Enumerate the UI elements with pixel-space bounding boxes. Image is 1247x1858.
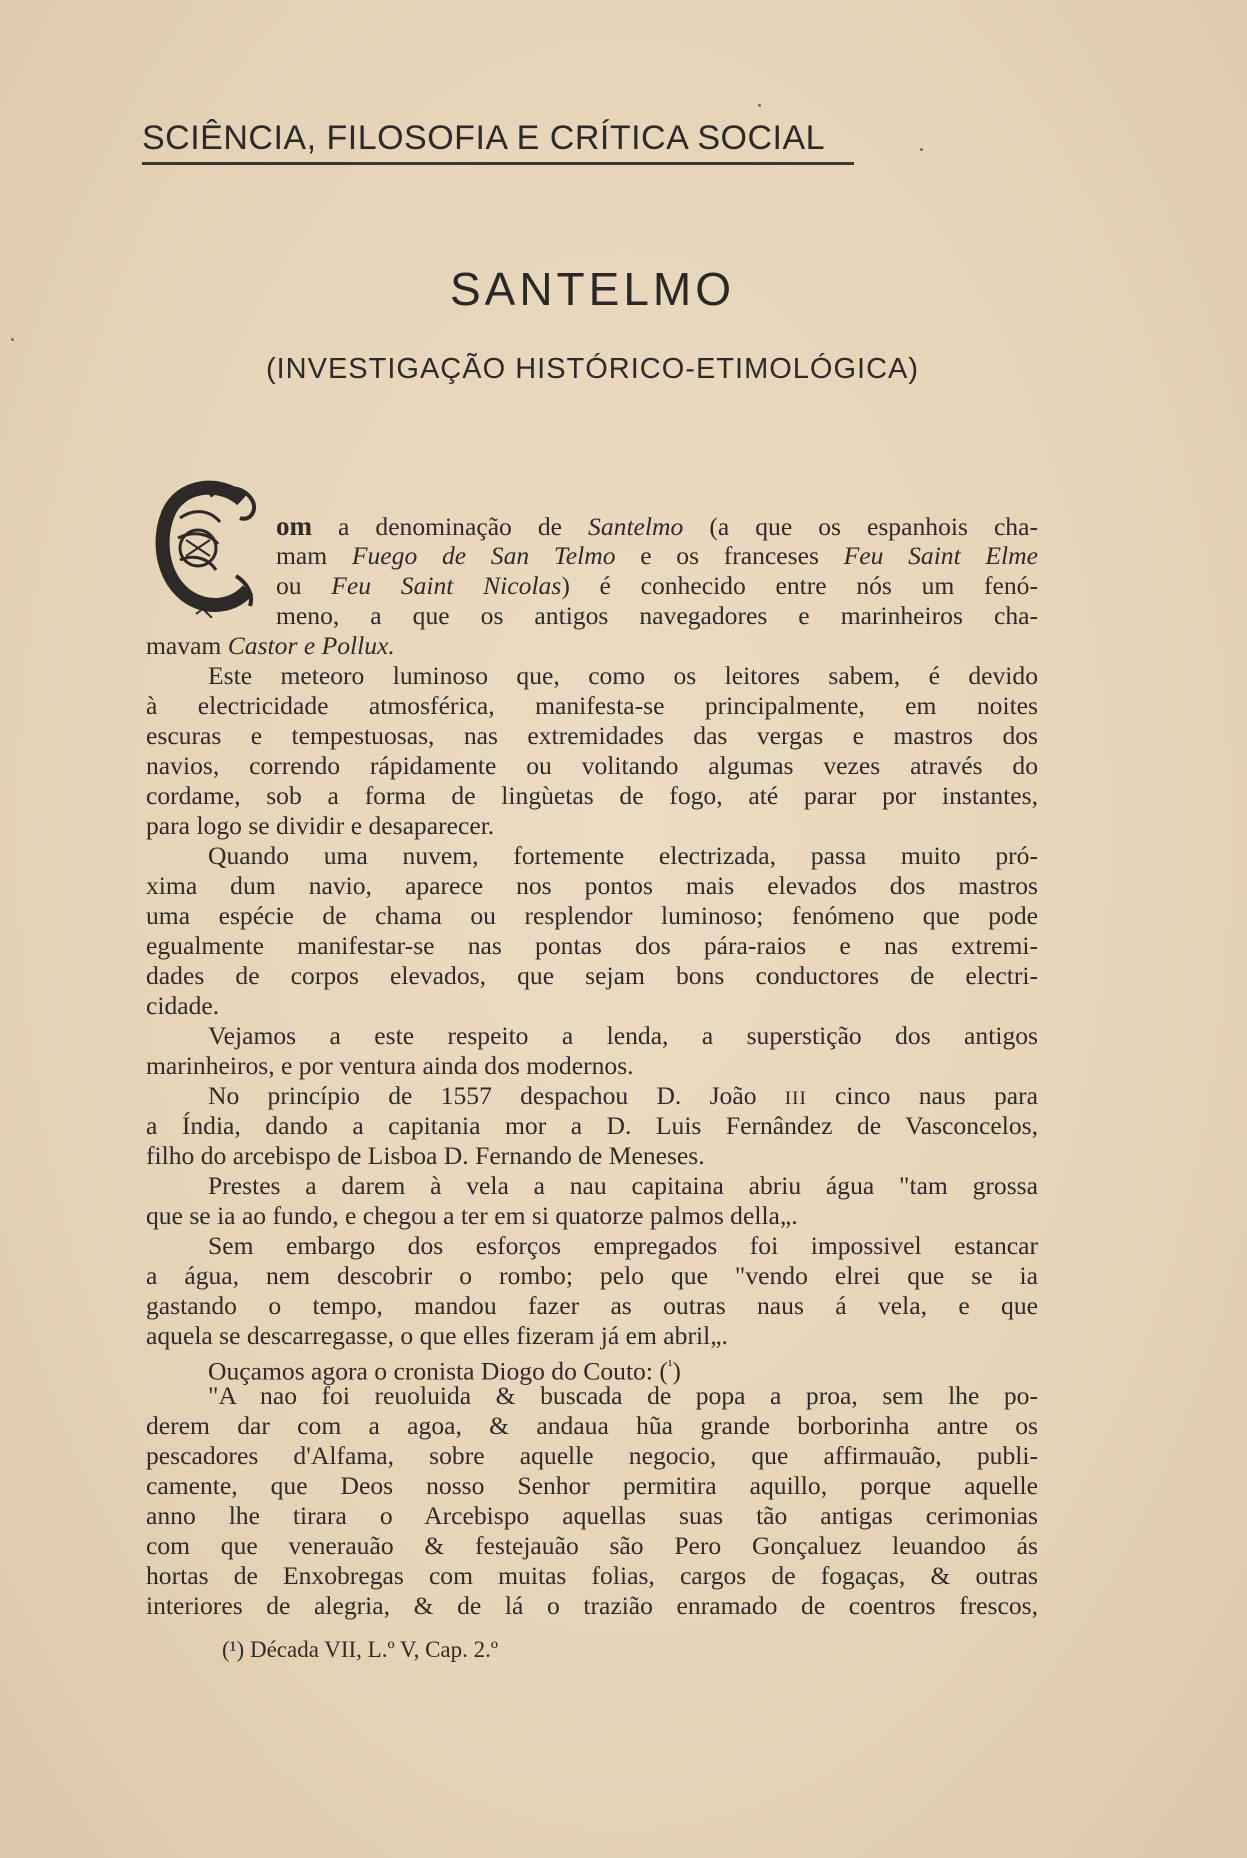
body-text-segment: ) é conhecido entre nós um fenó- bbox=[561, 571, 1038, 600]
body-line bbox=[146, 1291, 1038, 1321]
body-line bbox=[146, 1261, 1038, 1291]
body-line bbox=[146, 1471, 1038, 1501]
body-line bbox=[146, 991, 1038, 1021]
body-text-segment: interiores de alegria, & de lá o trazião enramado de coentros frescos, bbox=[146, 1591, 1038, 1620]
body-line bbox=[146, 751, 1038, 781]
body-text-segment: navios, correndo rápidamente ou volitando algumas vezes através do bbox=[146, 751, 1038, 780]
body-text-segment: cidade. bbox=[146, 991, 220, 1020]
body-text-segment: "A nao foi reuoluida & buscada de popa a proa, sem lhe po- bbox=[208, 1381, 1038, 1410]
body-line bbox=[208, 1081, 1038, 1114]
body-text-segment: marinheiros, e por ventura ainda dos modernos. bbox=[146, 1051, 634, 1080]
header-rule bbox=[142, 162, 854, 165]
body-line bbox=[208, 1231, 1038, 1261]
body-line bbox=[146, 781, 1038, 811]
body-line bbox=[146, 721, 1038, 751]
body-line bbox=[276, 511, 1038, 542]
article-subtitle: (INVESTIGAÇÃO HISTÓRICO-ETIMOLÓGICA) bbox=[265, 353, 920, 385]
body-line bbox=[146, 1321, 1038, 1351]
body-text-segment: xima dum navio, aparece nos pontos mais elevados dos mastros bbox=[146, 871, 1038, 900]
body-text-segment: gastando o tempo, mandou fazer as outras naus á vela, e que bbox=[146, 1291, 1038, 1320]
body-line bbox=[146, 1531, 1038, 1561]
body-line bbox=[146, 961, 1038, 991]
body-text-segment: ) bbox=[672, 1356, 681, 1386]
body-text-segment: mam bbox=[276, 541, 352, 570]
body-line bbox=[146, 691, 1038, 721]
body-text-segment: Feu Saint Elme bbox=[843, 541, 1038, 570]
body-text-segment: Vejamos a este respeito a lenda, a superstição dos antigos bbox=[208, 1021, 1038, 1050]
body-line bbox=[208, 1381, 1038, 1411]
body-text-segment: No princípio de 1557 despachou D. João bbox=[208, 1081, 785, 1110]
body-text-segment: Santelmo bbox=[588, 512, 684, 541]
body-text-segment: a água, nem descobrir o rombo; pelo que "vendo elrei que se ia bbox=[146, 1261, 1038, 1290]
body-text-segment: egualmente manifestar-se nas pontas dos pára-raios e nas extremi- bbox=[146, 931, 1038, 960]
body-text-segment: para logo se dividir e desaparecer. bbox=[146, 811, 495, 840]
body-text-segment: cordame, sob a forma de lingùetas de fogo, até parar por instantes, bbox=[146, 781, 1038, 810]
body-text-segment: que se ia ao fundo, e chegou a ter em si quatorze palmos della„. bbox=[146, 1201, 798, 1230]
body-text-segment: à electricidade atmosférica, manifesta-se principalmente, em noites bbox=[146, 691, 1038, 720]
body-text-segment: hortas de Enxobregas com muitas folias, cargos de fogaças, & outras bbox=[146, 1561, 1038, 1590]
paper-speck bbox=[758, 104, 761, 107]
body-line bbox=[146, 1411, 1038, 1441]
body-line bbox=[146, 1051, 1038, 1081]
body-line bbox=[146, 1141, 1038, 1171]
body-line bbox=[146, 1111, 1038, 1141]
body-line bbox=[146, 931, 1038, 961]
body-text-segment: aquela se descarregasse, o que elles fizeram já em abril„. bbox=[146, 1321, 728, 1350]
body-text-segment: a Índia, dando a capitania mor a D. Luis Fernândez de Vasconcelos, bbox=[146, 1111, 1038, 1140]
body-text-segment: e os franceses bbox=[615, 541, 844, 570]
paper-speck bbox=[11, 338, 14, 341]
body-line bbox=[276, 601, 1038, 631]
body-text-segment: uma espécie de chama ou resplendor luminoso; fenómeno que pode bbox=[146, 901, 1038, 930]
body-line bbox=[208, 1171, 1038, 1201]
body-text-segment: Ouçamos agora o cronista Diogo do Couto: ( bbox=[208, 1356, 668, 1386]
body-line bbox=[146, 631, 1038, 661]
body-line bbox=[276, 571, 1038, 601]
body-text-segment: filho do arcebispo de Lisboa D. Fernando de Meneses. bbox=[146, 1141, 705, 1170]
body-text-segment: Castor e Pollux. bbox=[227, 631, 395, 660]
body-line bbox=[146, 811, 1038, 841]
body-text-segment: com que venerauão & festejauão são Pero Gonçaluez leuandoo ás bbox=[146, 1531, 1038, 1560]
body-text-segment: Feu Saint Nicolas bbox=[331, 571, 562, 600]
body-line bbox=[146, 871, 1038, 901]
body-text-segment: Fuego de San Telmo bbox=[351, 541, 616, 570]
body-text-segment: om bbox=[276, 511, 312, 541]
body-text-segment: ou bbox=[276, 571, 332, 600]
article-title: SANTELMO bbox=[449, 263, 736, 315]
body-text-segment: III bbox=[784, 1088, 807, 1109]
body-line bbox=[146, 1561, 1038, 1591]
body-line bbox=[276, 541, 1038, 571]
body-text-segment: Prestes a darem à vela a nau capitaina abriu água "tam grossa bbox=[208, 1171, 1038, 1200]
paper-speck bbox=[920, 148, 923, 151]
body-line bbox=[208, 841, 1038, 871]
footnote: (¹) Década VII, L.º V, Cap. 2.º bbox=[222, 1637, 499, 1662]
body-text-segment: meno, a que os antigos navegadores e marinheiros cha- bbox=[276, 601, 1038, 630]
body-line bbox=[146, 1201, 1038, 1231]
body-line bbox=[146, 901, 1038, 931]
ornamental-dropcap bbox=[150, 478, 268, 618]
body-text-segment: derem dar com a agoa, & andaua hũa grande borborinha antre os bbox=[146, 1411, 1038, 1440]
body-line bbox=[208, 661, 1038, 691]
body-line bbox=[146, 1591, 1038, 1621]
body-text-segment: Este meteoro luminoso que, como os leitores sabem, é devido bbox=[208, 661, 1038, 690]
body-text-segment: cinco naus para bbox=[806, 1081, 1038, 1110]
body-text-segment: ¹ bbox=[667, 1358, 673, 1374]
body-text-segment: dades de corpos elevados, que sejam bons conductores de electri- bbox=[146, 961, 1038, 990]
body-text-segment: pescadores d'Alfama, sobre aquelle negocio, que affirmauão, publi- bbox=[146, 1441, 1038, 1470]
body-text-segment: (a que os espanhois cha- bbox=[683, 512, 1038, 541]
running-header: SCIÊNCIA, FILOSOFIA E CRÍTICA SOCIAL bbox=[142, 119, 826, 157]
body-text-segment: Sem embargo dos esforços empregados foi impossivel estancar bbox=[208, 1231, 1038, 1260]
body-text-segment: escuras e tempestuosas, nas extremidades das vergas e mastros dos bbox=[146, 721, 1038, 750]
body-text-segment: Quando uma nuvem, fortemente electrizada, passa muito pró- bbox=[208, 841, 1038, 870]
body-text-segment: camente, que Deos nosso Senhor permitira aquillo, porque aquelle bbox=[146, 1471, 1038, 1500]
body-text-segment: a denominação de bbox=[312, 512, 589, 541]
body-text-segment: mavam bbox=[146, 631, 228, 660]
body-line bbox=[146, 1441, 1038, 1471]
body-line bbox=[208, 1021, 1038, 1051]
body-line bbox=[146, 1501, 1038, 1531]
body-text-segment: anno lhe tirara o Arcebispo aquellas suas tão antigas cerimonias bbox=[146, 1501, 1038, 1530]
